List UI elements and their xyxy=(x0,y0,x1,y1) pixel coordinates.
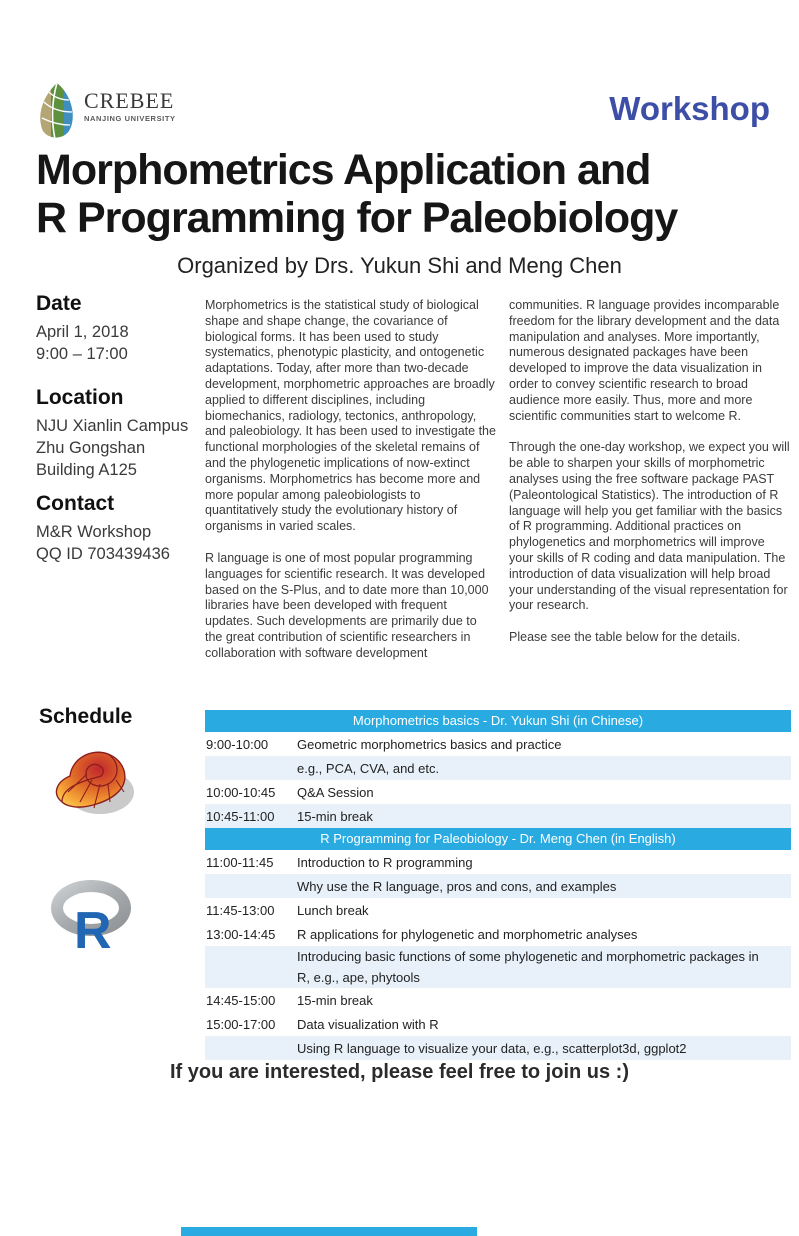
crebee-logo xyxy=(36,82,176,140)
schedule-row xyxy=(205,756,791,780)
paragraph: Morphometrics is the statistical study of biological shape and shape change, the covariance of biological forms. It has been used to study systematics, phenotypic plasticity, and ontogenetic adaptations. Today, after more than two-decade development, morphometric approaches are broadly applied to different disciplines, including biomechanics, radiology, tectonics, anthropology, and paleobiology. It has been used to investigate the functional morphologies of the skeletal remains of and the phylogenetic implications of now-extinct organisms. Morphometrics has become more and more popular among paleobiologists to quantitatively study the evolutionary history of organisms in varied scales. xyxy=(205,298,496,534)
contact-line: QQ ID 703439436 xyxy=(36,545,170,563)
schedule-row xyxy=(205,988,791,1012)
schedule-row xyxy=(205,946,791,988)
schedule-desc: Introduction to R programming xyxy=(297,854,473,870)
leaf-icon xyxy=(36,82,78,140)
schedule-row xyxy=(205,732,791,756)
schedule-desc-line2: R, e.g., ape, phytools xyxy=(297,970,420,985)
organizers-line: Organized by Drs. Yukun Shi and Meng Chen xyxy=(177,253,622,278)
schedule-table xyxy=(205,710,791,1060)
schedule-time: 11:00-11:45 xyxy=(206,854,274,870)
schedule-heading: Schedule xyxy=(39,705,133,728)
title-line-2: R Programming for Paleobiology xyxy=(36,194,678,242)
paragraph: R language is one of most popular programming languages for scientific research. It was developed based on the S-Plus, and to date more than 10,000 libraries have been developed with frequent updates. Such developments are primarily due to the great contribution of scientific researchers in collaboration with software development xyxy=(205,550,489,660)
schedule-desc: Using R language to visualize your data, e.g., scatterplot3d, ggplot2 xyxy=(297,1040,687,1056)
schedule-row xyxy=(205,1036,791,1060)
schedule-time: 9:00-10:00 xyxy=(206,736,269,752)
schedule-row xyxy=(205,922,791,946)
date-value: April 1, 2018 xyxy=(36,323,129,341)
schedule-row xyxy=(205,898,791,922)
paragraph: communities. R language provides incomparable freedom for the library development and the data manipulation and analyses. More importantly, numerous designated packages have been developed to improve the data visualization in order to convey scientific research to broad audience more easily. Thus, more and more scientific communities start to welcome R. xyxy=(509,298,780,423)
schedule-desc: Geometric morphometrics basics and practice xyxy=(297,736,562,752)
schedule-desc: e.g., PCA, CVA, and etc. xyxy=(297,760,440,776)
location-line: Building A125 xyxy=(36,461,137,479)
brand-subname: NANJING UNIVERSITY xyxy=(84,114,176,123)
body-column-2 xyxy=(509,298,792,662)
schedule-row xyxy=(205,804,791,828)
schedule-desc: 15-min break xyxy=(297,992,373,1008)
schedule-row xyxy=(205,780,791,804)
location-section xyxy=(36,386,201,481)
brand-name: CREBEE xyxy=(84,88,175,113)
schedule-time: 10:45-11:00 xyxy=(206,808,275,824)
paragraph: Through the one-day workshop, we expect you will be able to sharpen your skills of morphometric analyses using the free software package PAST (Paleontological Statistics). The introduction of R language will help you get familiar with the basics of R programming. Additional practices on phylogenetics and morphometrics will improve your skills of R coding and data manipulation. The introduction of data visualization will help broad your understanding of the visual representation for your research. xyxy=(509,440,790,613)
schedule-desc: R applications for phylogenetic and morphometric analyses xyxy=(297,926,638,942)
location-line: NJU Xianlin Campus xyxy=(36,417,189,435)
schedule-row xyxy=(205,1012,791,1036)
schedule-desc: Q&A Session xyxy=(297,784,374,800)
schedule-time: 10:00-10:45 xyxy=(206,784,276,800)
date-heading: Date xyxy=(36,292,82,315)
schedule-desc: Lunch break xyxy=(297,902,369,918)
schedule-desc: Data visualization with R xyxy=(297,1016,439,1032)
body-column-1 xyxy=(205,298,496,678)
location-heading: Location xyxy=(36,386,124,409)
schedule-row xyxy=(205,850,791,874)
schedule-desc: Why use the R language, pros and cons, and examples xyxy=(297,878,617,894)
svg-text:R: R xyxy=(74,902,112,956)
schedule-section-header: R Programming for Paleobiology - Dr. Meng Chen (in English) xyxy=(205,828,791,850)
schedule-section-header: Morphometrics basics - Dr. Yukun Shi (in Chinese) xyxy=(205,710,791,732)
time-value: 9:00 – 17:00 xyxy=(36,345,128,363)
nautilus-shell-icon xyxy=(50,740,142,825)
contact-line: M&R Workshop xyxy=(36,523,152,541)
contact-heading: Contact xyxy=(36,492,115,515)
bottom-cyan-strip xyxy=(181,1227,477,1236)
page-title xyxy=(36,146,677,242)
schedule-desc: Introducing basic functions of some phylogenetic and morphometric packages in R, e.g., ape, phytools xyxy=(297,946,791,988)
schedule-desc: 15-min break xyxy=(297,808,373,824)
closing-line: If you are interested, please feel free to join us :) xyxy=(169,1061,629,1083)
r-logo-icon xyxy=(46,878,140,961)
date-section xyxy=(36,292,201,365)
location-line: Zhu Gongshan xyxy=(36,439,146,457)
schedule-time: 11:45-13:00 xyxy=(206,902,275,918)
contact-section xyxy=(36,492,201,565)
schedule-row xyxy=(205,874,791,898)
schedule-time: 13:00-14:45 xyxy=(206,926,276,942)
paragraph: Please see the table below for the details. xyxy=(509,630,741,645)
schedule-time: 15:00-17:00 xyxy=(206,1016,276,1032)
schedule-time: 14:45-15:00 xyxy=(206,992,276,1008)
workshop-label: Workshop xyxy=(609,90,770,127)
title-line-1: Morphometrics Application and xyxy=(36,146,651,194)
